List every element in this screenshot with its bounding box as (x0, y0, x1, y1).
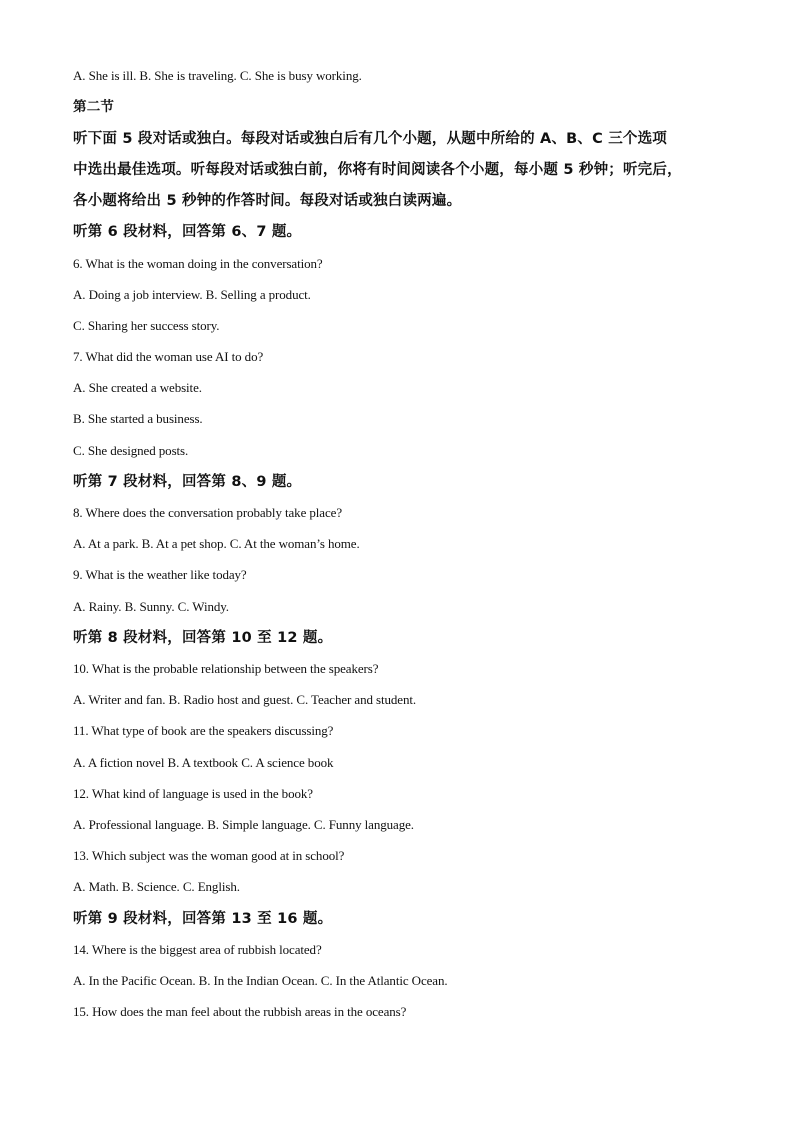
options-q6-line-1: A. Doing a job interview. B. Selling a product. (73, 287, 311, 302)
question-7: 7. What did the woman use AI to do? (73, 349, 264, 364)
option-q7-b: B. She started a business. (73, 411, 203, 426)
option-line-q5: A. She is ill. B. She is traveling. C. She is busy working. (73, 68, 362, 83)
question-13: 13. Which subject was the woman good at in school? (73, 848, 345, 863)
question-15: 15. How does the man feel about the rubbish areas in the oceans? (73, 1004, 407, 1019)
question-14: 14. Where is the biggest area of rubbish located? (73, 942, 322, 957)
options-q8: A. At a park. B. At a pet shop. C. At the woman’s home. (73, 536, 360, 551)
section-heading: 第二节 (73, 99, 115, 115)
options-q13: A. Math. B. Science. C. English. (73, 879, 240, 894)
material-heading-9: 听第 9 段材料，回答第 13 至 16 题。 (73, 911, 333, 927)
instructions-line-2: 中选出最佳选项。听每段对话或独白前，你将有时间阅读各个小题，每小题 5 秒钟；听完后， (73, 162, 682, 178)
options-q11: A. A fiction novel B. A textbook C. A science book (73, 755, 334, 770)
option-q7-c: C. She designed posts. (73, 443, 189, 458)
options-q14: A. In the Pacific Ocean. B. In the Indian Ocean. C. In the Atlantic Ocean. (73, 973, 448, 988)
option-q7-a: A. She created a website. (73, 380, 202, 395)
question-8: 8. Where does the conversation probably take place? (73, 505, 342, 520)
question-9: 9. What is the weather like today? (73, 567, 247, 582)
options-q6-line-2: C. Sharing her success story. (73, 318, 220, 333)
options-q10: A. Writer and fan. B. Radio host and guest. C. Teacher and student. (73, 692, 417, 707)
question-11: 11. What type of book are the speakers discussing? (73, 723, 334, 738)
material-heading-8: 听第 8 段材料，回答第 10 至 12 题。 (73, 630, 333, 646)
instructions-line-3: 各小题将给出 5 秒钟的作答时间。每段对话或独白读两遍。 (73, 193, 462, 209)
material-heading-6: 听第 6 段材料，回答第 6、7 题。 (73, 224, 302, 240)
material-heading-7: 听第 7 段材料，回答第 8、9 题。 (73, 474, 302, 490)
question-6: 6. What is the woman doing in the conversation? (73, 256, 323, 271)
instructions-line-1: 听下面 5 段对话或独白。每段对话或独白后有几个小题，从题中所给的 A、B、C 三个选项 (73, 131, 667, 147)
options-q9: A. Rainy. B. Sunny. C. Windy. (73, 599, 229, 614)
question-12: 12. What kind of language is used in the book? (73, 786, 313, 801)
options-q12: A. Professional language. B. Simple language. C. Funny language. (73, 817, 414, 832)
question-10: 10. What is the probable relationship between the speakers? (73, 661, 379, 676)
